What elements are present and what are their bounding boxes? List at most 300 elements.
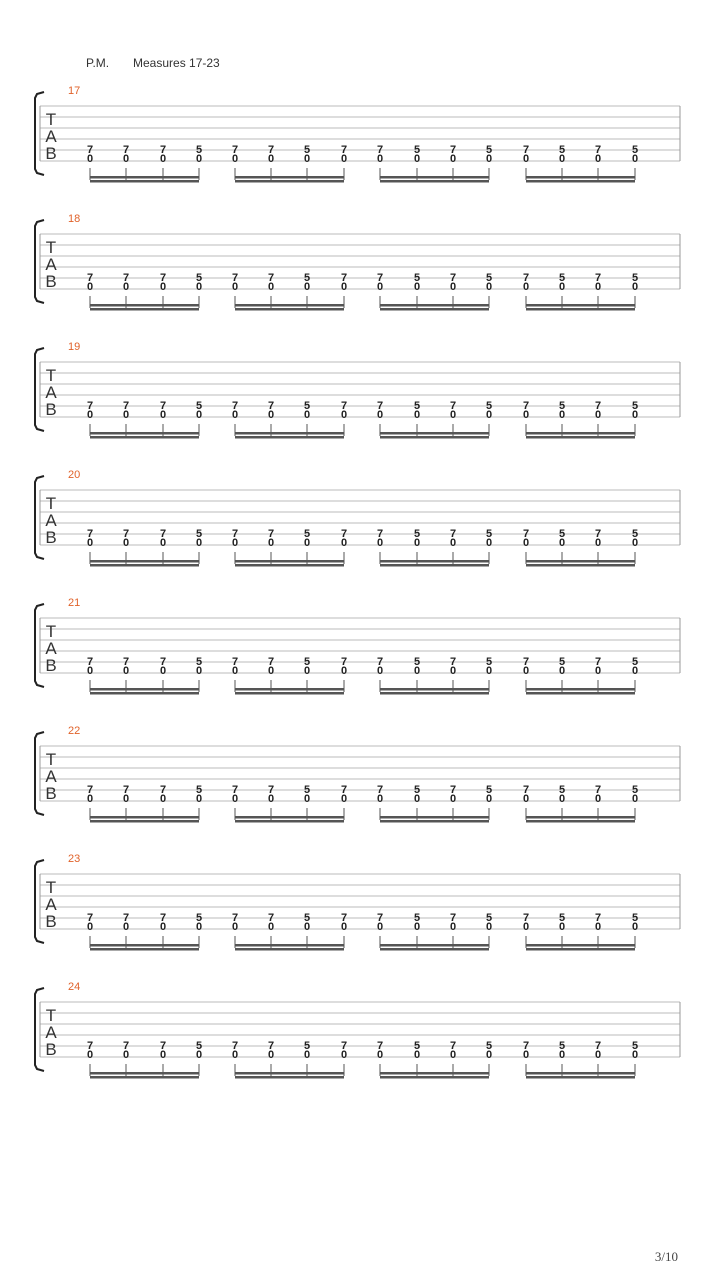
fret-number-upper: 5 — [413, 912, 421, 924]
fret-number-upper: 5 — [558, 912, 566, 924]
fret-number-lower: 0 — [267, 537, 275, 549]
fret-number-upper: 7 — [267, 912, 275, 924]
measure-number: 17 — [68, 85, 81, 97]
fret-number-upper: 7 — [159, 528, 167, 540]
beam-primary — [235, 1072, 344, 1075]
tab-clef-letter: T — [45, 750, 57, 769]
fret-number-lower: 0 — [631, 409, 639, 421]
fret-number-upper: 7 — [340, 528, 348, 540]
fret-number-upper: 7 — [267, 272, 275, 284]
fret-number-lower: 0 — [449, 921, 457, 933]
fret-number-upper: 7 — [340, 656, 348, 668]
fret-number-upper: 7 — [594, 272, 602, 284]
fret-number-lower: 0 — [122, 921, 130, 933]
tab-clef-letter: A — [45, 511, 57, 530]
beam-secondary — [235, 692, 344, 695]
fret-number-lower: 0 — [340, 1049, 348, 1061]
header-measures: Measures 17-23 — [133, 56, 220, 70]
fret-number-lower: 0 — [376, 665, 384, 677]
fret-number-upper: 5 — [631, 912, 639, 924]
fret-number-upper: 7 — [122, 784, 130, 796]
fret-number-lower: 0 — [340, 537, 348, 549]
fret-number-upper: 5 — [303, 1040, 311, 1052]
fret-number-lower: 0 — [376, 921, 384, 933]
fret-number-lower: 0 — [86, 793, 94, 805]
fret-number-lower: 0 — [449, 281, 457, 293]
beam-secondary — [526, 564, 635, 567]
beam-primary — [380, 688, 489, 691]
beam-secondary — [90, 820, 199, 823]
fret-number-lower: 0 — [522, 281, 530, 293]
fret-number-upper: 5 — [631, 400, 639, 412]
fret-number-upper: 7 — [231, 912, 239, 924]
beam-primary — [526, 816, 635, 819]
fret-number-upper: 5 — [631, 528, 639, 540]
fret-number-upper: 7 — [594, 656, 602, 668]
fret-number-lower: 0 — [267, 153, 275, 165]
fret-number-upper: 7 — [522, 784, 530, 796]
fret-number-lower: 0 — [231, 537, 239, 549]
fret-number-upper: 5 — [558, 144, 566, 156]
fret-number-upper: 5 — [485, 912, 493, 924]
fret-number-upper: 7 — [376, 144, 384, 156]
fret-number-upper: 5 — [195, 912, 203, 924]
fret-number-lower: 0 — [485, 281, 493, 293]
beam-secondary — [526, 180, 635, 183]
fret-number-lower: 0 — [231, 281, 239, 293]
beam-primary — [526, 304, 635, 307]
fret-number-upper: 7 — [449, 272, 457, 284]
fret-number-lower: 0 — [340, 153, 348, 165]
fret-number-lower: 0 — [485, 1049, 493, 1061]
beam-secondary — [380, 1076, 489, 1079]
fret-number-lower: 0 — [340, 409, 348, 421]
fret-number-upper: 7 — [340, 912, 348, 924]
fret-number-lower: 0 — [594, 409, 602, 421]
fret-number-lower: 0 — [122, 281, 130, 293]
beam-secondary — [90, 948, 199, 951]
fret-number-lower: 0 — [449, 537, 457, 549]
beam-primary — [235, 688, 344, 691]
beam-primary — [380, 304, 489, 307]
fret-number-upper: 5 — [303, 400, 311, 412]
fret-number-upper: 5 — [485, 144, 493, 156]
fret-number-lower: 0 — [303, 281, 311, 293]
fret-number-lower: 0 — [558, 665, 566, 677]
fret-number-lower: 0 — [340, 281, 348, 293]
fret-number-upper: 5 — [303, 912, 311, 924]
beam-secondary — [235, 436, 344, 439]
fret-number-lower: 0 — [413, 153, 421, 165]
fret-number-lower: 0 — [122, 793, 130, 805]
fret-number-lower: 0 — [195, 409, 203, 421]
fret-number-lower: 0 — [231, 1049, 239, 1061]
fret-number-lower: 0 — [267, 1049, 275, 1061]
fret-number-lower: 0 — [413, 281, 421, 293]
fret-number-lower: 0 — [267, 921, 275, 933]
fret-number-upper: 7 — [340, 272, 348, 284]
fret-number-lower: 0 — [594, 153, 602, 165]
fret-number-upper: 7 — [340, 400, 348, 412]
tab-clef-letter: T — [45, 1006, 57, 1025]
beam-secondary — [526, 692, 635, 695]
fret-number-upper: 7 — [159, 144, 167, 156]
fret-number-lower: 0 — [485, 409, 493, 421]
tab-clef-letter: T — [45, 878, 57, 897]
fret-number-upper: 7 — [231, 400, 239, 412]
beam-primary — [90, 816, 199, 819]
fret-number-upper: 7 — [376, 400, 384, 412]
fret-number-upper: 7 — [267, 528, 275, 540]
fret-number-upper: 7 — [449, 656, 457, 668]
fret-number-lower: 0 — [522, 793, 530, 805]
fret-number-upper: 5 — [558, 400, 566, 412]
fret-number-upper: 7 — [86, 400, 94, 412]
fret-number-upper: 7 — [594, 784, 602, 796]
fret-number-upper: 7 — [522, 272, 530, 284]
fret-number-upper: 5 — [303, 528, 311, 540]
fret-number-upper: 7 — [159, 1040, 167, 1052]
fret-number-lower: 0 — [631, 793, 639, 805]
fret-number-upper: 5 — [413, 656, 421, 668]
tab-clef-letter: B — [45, 784, 57, 803]
beam-secondary — [380, 436, 489, 439]
fret-number-lower: 0 — [449, 409, 457, 421]
beam-primary — [90, 688, 199, 691]
beam-primary — [235, 432, 344, 435]
fret-number-lower: 0 — [303, 793, 311, 805]
beam-primary — [526, 176, 635, 179]
fret-number-lower: 0 — [231, 153, 239, 165]
measure-number: 18 — [68, 213, 81, 225]
fret-number-upper: 7 — [594, 1040, 602, 1052]
fret-number-upper: 7 — [86, 912, 94, 924]
fret-number-lower: 0 — [376, 1049, 384, 1061]
fret-number-upper: 5 — [485, 272, 493, 284]
tab-clef-letter: B — [45, 144, 57, 163]
fret-number-lower: 0 — [376, 153, 384, 165]
fret-number-upper: 7 — [267, 1040, 275, 1052]
beam-primary — [380, 1072, 489, 1075]
fret-number-upper: 7 — [594, 400, 602, 412]
fret-number-lower: 0 — [195, 1049, 203, 1061]
fret-number-lower: 0 — [631, 153, 639, 165]
beam-secondary — [90, 436, 199, 439]
fret-number-upper: 7 — [376, 272, 384, 284]
fret-number-lower: 0 — [303, 153, 311, 165]
beam-primary — [90, 432, 199, 435]
fret-number-upper: 7 — [340, 144, 348, 156]
fret-number-lower: 0 — [631, 537, 639, 549]
fret-number-upper: 5 — [195, 1040, 203, 1052]
fret-number-lower: 0 — [558, 921, 566, 933]
fret-number-lower: 0 — [195, 153, 203, 165]
measure-number: 22 — [68, 725, 81, 737]
fret-number-upper: 7 — [340, 784, 348, 796]
beam-primary — [380, 816, 489, 819]
fret-number-upper: 5 — [631, 1040, 639, 1052]
fret-number-upper: 7 — [449, 144, 457, 156]
fret-number-lower: 0 — [195, 921, 203, 933]
fret-number-upper: 7 — [449, 400, 457, 412]
fret-number-lower: 0 — [267, 409, 275, 421]
fret-number-lower: 0 — [485, 537, 493, 549]
beam-primary — [526, 944, 635, 947]
fret-number-upper: 5 — [413, 144, 421, 156]
fret-number-lower: 0 — [594, 793, 602, 805]
beam-primary — [90, 560, 199, 563]
beam-secondary — [380, 692, 489, 695]
tab-clef-letter: A — [45, 127, 57, 146]
fret-number-lower: 0 — [485, 921, 493, 933]
fret-number-upper: 5 — [413, 272, 421, 284]
fret-number-upper: 7 — [449, 784, 457, 796]
fret-number-upper: 7 — [86, 144, 94, 156]
fret-number-upper: 7 — [86, 528, 94, 540]
fret-number-upper: 7 — [376, 784, 384, 796]
fret-number-upper: 7 — [86, 1040, 94, 1052]
fret-number-lower: 0 — [122, 1049, 130, 1061]
fret-number-upper: 5 — [558, 272, 566, 284]
beam-primary — [380, 944, 489, 947]
fret-number-upper: 5 — [413, 1040, 421, 1052]
fret-number-upper: 7 — [122, 912, 130, 924]
fret-number-upper: 7 — [122, 272, 130, 284]
beam-primary — [235, 560, 344, 563]
fret-number-upper: 7 — [449, 1040, 457, 1052]
fret-number-upper: 5 — [195, 784, 203, 796]
fret-number-lower: 0 — [413, 1049, 421, 1061]
fret-number-lower: 0 — [231, 665, 239, 677]
fret-number-lower: 0 — [122, 153, 130, 165]
fret-number-lower: 0 — [303, 921, 311, 933]
beam-secondary — [380, 308, 489, 311]
fret-number-upper: 5 — [485, 400, 493, 412]
fret-number-upper: 7 — [159, 272, 167, 284]
fret-number-lower: 0 — [86, 153, 94, 165]
fret-number-lower: 0 — [122, 665, 130, 677]
fret-number-lower: 0 — [86, 665, 94, 677]
fret-number-upper: 5 — [195, 656, 203, 668]
fret-number-lower: 0 — [195, 793, 203, 805]
fret-number-lower: 0 — [86, 921, 94, 933]
beam-secondary — [235, 564, 344, 567]
tab-clef-letter: A — [45, 1023, 57, 1042]
fret-number-upper: 5 — [558, 784, 566, 796]
fret-number-lower: 0 — [195, 281, 203, 293]
fret-number-upper: 5 — [413, 400, 421, 412]
measure-number: 23 — [68, 853, 81, 865]
tab-clef-letter: A — [45, 895, 57, 914]
tab-clef-letter: T — [45, 238, 57, 257]
fret-number-lower: 0 — [522, 537, 530, 549]
beam-primary — [90, 304, 199, 307]
tab-clef-letter: A — [45, 767, 57, 786]
fret-number-lower: 0 — [522, 1049, 530, 1061]
fret-number-lower: 0 — [522, 921, 530, 933]
fret-number-lower: 0 — [413, 665, 421, 677]
beam-primary — [90, 176, 199, 179]
fret-number-upper: 5 — [631, 784, 639, 796]
beam-secondary — [235, 948, 344, 951]
beam-secondary — [526, 820, 635, 823]
fret-number-lower: 0 — [159, 793, 167, 805]
fret-number-lower: 0 — [303, 665, 311, 677]
fret-number-lower: 0 — [413, 537, 421, 549]
fret-number-upper: 7 — [122, 528, 130, 540]
fret-number-lower: 0 — [558, 281, 566, 293]
fret-number-lower: 0 — [267, 665, 275, 677]
fret-number-upper: 7 — [122, 144, 130, 156]
fret-number-lower: 0 — [195, 537, 203, 549]
fret-number-lower: 0 — [594, 281, 602, 293]
fret-number-lower: 0 — [231, 409, 239, 421]
fret-number-upper: 7 — [376, 656, 384, 668]
beam-primary — [526, 1072, 635, 1075]
fret-number-upper: 5 — [413, 784, 421, 796]
fret-number-lower: 0 — [340, 793, 348, 805]
beam-secondary — [90, 692, 199, 695]
beam-secondary — [235, 1076, 344, 1079]
fret-number-lower: 0 — [631, 665, 639, 677]
fret-number-upper: 7 — [231, 656, 239, 668]
fret-number-lower: 0 — [340, 921, 348, 933]
tab-clef-letter: B — [45, 656, 57, 675]
beam-primary — [380, 176, 489, 179]
page-number: 3/10 — [654, 1249, 678, 1264]
beam-secondary — [526, 308, 635, 311]
fret-number-lower: 0 — [594, 537, 602, 549]
fret-number-upper: 5 — [195, 528, 203, 540]
fret-number-upper: 7 — [594, 528, 602, 540]
fret-number-upper: 7 — [522, 400, 530, 412]
tab-clef-letter: B — [45, 1040, 57, 1059]
fret-number-upper: 7 — [122, 656, 130, 668]
beam-secondary — [90, 1076, 199, 1079]
fret-number-lower: 0 — [376, 537, 384, 549]
fret-number-lower: 0 — [449, 793, 457, 805]
fret-number-lower: 0 — [485, 793, 493, 805]
fret-number-upper: 7 — [522, 144, 530, 156]
fret-number-lower: 0 — [376, 793, 384, 805]
beam-secondary — [90, 308, 199, 311]
fret-number-upper: 7 — [267, 144, 275, 156]
tab-clef-letter: A — [45, 255, 57, 274]
fret-number-upper: 7 — [231, 784, 239, 796]
fret-number-upper: 7 — [231, 528, 239, 540]
fret-number-lower: 0 — [594, 921, 602, 933]
fret-number-upper: 7 — [522, 912, 530, 924]
fret-number-lower: 0 — [303, 409, 311, 421]
fret-number-lower: 0 — [631, 281, 639, 293]
beam-primary — [235, 816, 344, 819]
beam-secondary — [526, 1076, 635, 1079]
fret-number-upper: 5 — [413, 528, 421, 540]
beam-secondary — [380, 564, 489, 567]
measure-number: 19 — [68, 341, 81, 353]
fret-number-upper: 5 — [485, 656, 493, 668]
measure-number: 24 — [68, 981, 81, 993]
beam-secondary — [90, 180, 199, 183]
fret-number-upper: 7 — [267, 784, 275, 796]
fret-number-upper: 5 — [303, 784, 311, 796]
fret-number-lower: 0 — [159, 153, 167, 165]
tab-clef-letter: A — [45, 639, 57, 658]
fret-number-upper: 7 — [231, 1040, 239, 1052]
fret-number-lower: 0 — [303, 537, 311, 549]
fret-number-lower: 0 — [231, 793, 239, 805]
fret-number-lower: 0 — [449, 1049, 457, 1061]
fret-number-lower: 0 — [159, 1049, 167, 1061]
beam-secondary — [380, 180, 489, 183]
fret-number-upper: 7 — [522, 656, 530, 668]
fret-number-upper: 7 — [594, 912, 602, 924]
fret-number-lower: 0 — [376, 281, 384, 293]
fret-number-lower: 0 — [231, 921, 239, 933]
beam-primary — [235, 176, 344, 179]
tab-clef-letter: T — [45, 622, 57, 641]
fret-number-upper: 7 — [594, 144, 602, 156]
fret-number-lower: 0 — [86, 281, 94, 293]
fret-number-upper: 7 — [86, 784, 94, 796]
fret-number-lower: 0 — [558, 793, 566, 805]
fret-number-lower: 0 — [195, 665, 203, 677]
fret-number-upper: 5 — [631, 656, 639, 668]
fret-number-upper: 7 — [267, 656, 275, 668]
fret-number-upper: 7 — [122, 1040, 130, 1052]
beam-primary — [90, 1072, 199, 1075]
beam-primary — [235, 304, 344, 307]
tab-clef-letter: B — [45, 400, 57, 419]
fret-number-lower: 0 — [303, 1049, 311, 1061]
fret-number-upper: 5 — [195, 144, 203, 156]
fret-number-upper: 5 — [485, 784, 493, 796]
fret-number-upper: 5 — [485, 1040, 493, 1052]
fret-number-upper: 7 — [376, 1040, 384, 1052]
fret-number-upper: 7 — [231, 272, 239, 284]
fret-number-lower: 0 — [159, 409, 167, 421]
fret-number-lower: 0 — [558, 409, 566, 421]
fret-number-lower: 0 — [558, 537, 566, 549]
fret-number-upper: 7 — [159, 400, 167, 412]
measure-number: 20 — [68, 469, 81, 481]
fret-number-lower: 0 — [340, 665, 348, 677]
fret-number-upper: 5 — [631, 144, 639, 156]
beam-secondary — [235, 820, 344, 823]
beam-primary — [526, 432, 635, 435]
tab-clef-letter: T — [45, 110, 57, 129]
fret-number-lower: 0 — [485, 153, 493, 165]
fret-number-lower: 0 — [159, 537, 167, 549]
fret-number-lower: 0 — [413, 793, 421, 805]
fret-number-upper: 7 — [267, 400, 275, 412]
beam-secondary — [235, 180, 344, 183]
fret-number-upper: 7 — [376, 912, 384, 924]
measure-number: 21 — [68, 597, 81, 609]
fret-number-upper: 7 — [522, 528, 530, 540]
fret-number-upper: 7 — [159, 912, 167, 924]
beam-primary — [526, 560, 635, 563]
fret-number-upper: 7 — [86, 656, 94, 668]
fret-number-upper: 5 — [485, 528, 493, 540]
fret-number-lower: 0 — [159, 921, 167, 933]
fret-number-upper: 7 — [340, 1040, 348, 1052]
beam-primary — [380, 560, 489, 563]
fret-number-upper: 5 — [631, 272, 639, 284]
beam-secondary — [90, 564, 199, 567]
fret-number-upper: 5 — [303, 144, 311, 156]
fret-number-upper: 7 — [376, 528, 384, 540]
